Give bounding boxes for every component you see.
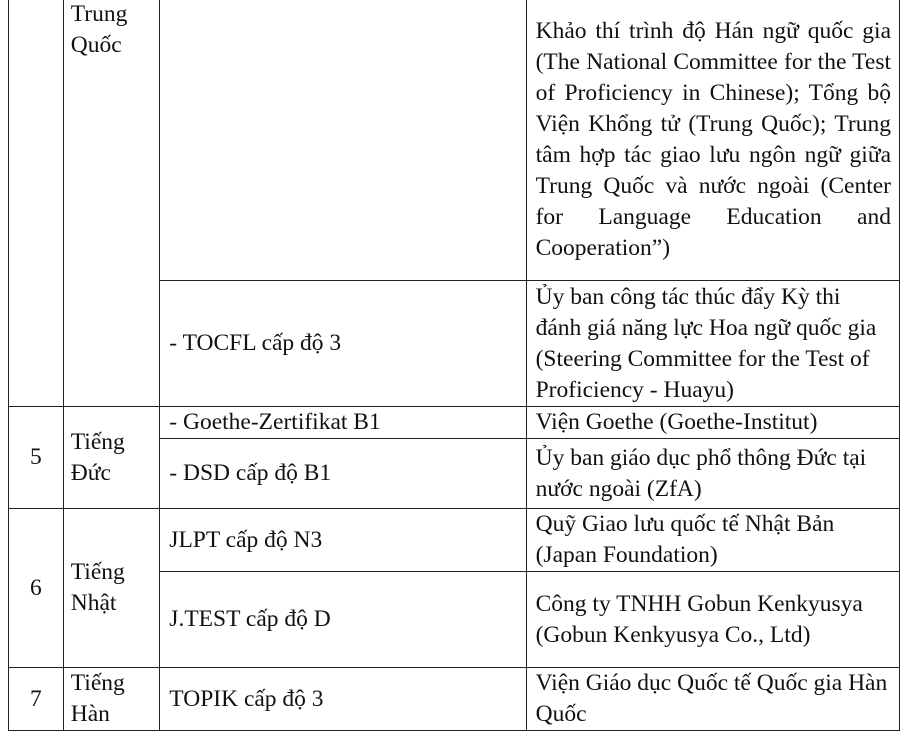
organization-cell: Viện Giáo dục Quốc tế Quốc gia Hàn Quốc <box>526 668 899 731</box>
language-cell: Tiếng Nhật <box>63 509 160 668</box>
organization-cell: Công ty TNHH Gobun Kenkyusya (Gobun Kenkyusya Co., Ltd) <box>526 572 899 668</box>
row-number-cell: 5 <box>9 407 64 509</box>
table-row <box>9 0 900 281</box>
certificate-cell <box>160 0 526 281</box>
row-number-cell: 6 <box>9 509 64 668</box>
certificate-cell: J.TEST cấp độ D <box>160 572 526 668</box>
organization-cell: Ủy ban công tác thúc đẩy Kỳ thi đánh giá năng lực Hoa ngữ quốc gia (Steering Committee for the Test of Proficiency - Huayu) <box>526 281 899 407</box>
row-number-cell <box>9 0 64 407</box>
organization-cell: Viện Goethe (Goethe-Institut) <box>526 407 899 439</box>
language-cell: Tiếng Đức <box>63 407 160 509</box>
table-row <box>9 668 900 731</box>
organization-cell: Ủy ban giáo dục phổ thông Đức tại nước ngoài (ZfA) <box>526 439 899 509</box>
organization-cell: Quỹ Giao lưu quốc tế Nhật Bản (Japan Foundation) <box>526 509 899 572</box>
table-row <box>9 407 900 439</box>
organization-cell: Khảo thí trình độ Hán ngữ quốc gia (The National Committee for the Test of Proficiency in Chinese); Tổng bộ Viện Khổng tử (Trung Quốc); Trung tâm hợp tác giao lưu ngôn ngữ giữa Trung Quốc và nước ngoài (Center for Language Education and Cooperation”) <box>526 0 899 281</box>
certificate-cell: JLPT cấp độ N3 <box>160 509 526 572</box>
certificate-table <box>8 0 900 731</box>
language-cell: Tiếng Hàn <box>63 668 160 731</box>
certificate-cell: - DSD cấp độ B1 <box>160 439 526 509</box>
table-row <box>9 509 900 572</box>
certificate-cell: TOPIK cấp độ 3 <box>160 668 526 731</box>
certificate-cell: - TOCFL cấp độ 3 <box>160 281 526 407</box>
language-cell: Trung Quốc <box>63 0 160 407</box>
certificate-cell: - Goethe-Zertifikat B1 <box>160 407 526 439</box>
row-number-cell: 7 <box>9 668 64 731</box>
